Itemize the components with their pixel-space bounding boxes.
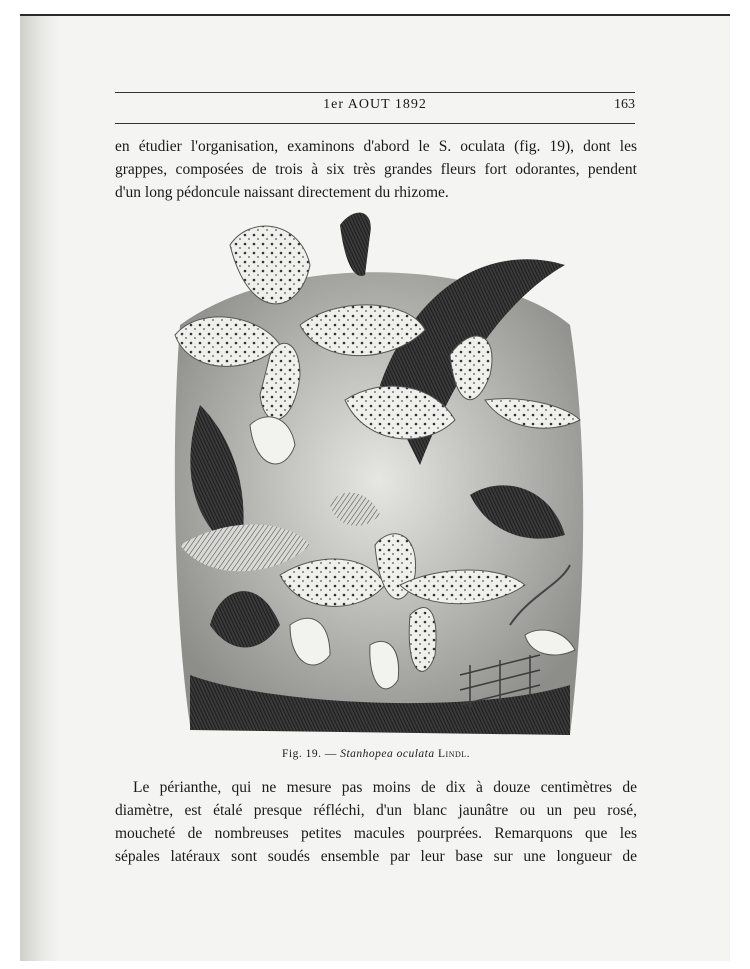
text-line: d'un long pédoncule naissant directement du rhizome. [115, 184, 449, 201]
page-gutter-shadow [20, 16, 60, 961]
paragraph-bottom [115, 776, 637, 868]
figure-caption [115, 748, 637, 760]
caption-prefix: Fig. 19. — [281, 748, 337, 760]
page-number: 163 [614, 97, 635, 112]
text-line: moucheté de nombreuses petites macules pourprées. Remarquons que les [115, 825, 637, 842]
header-date: 1er AOUT 1892 [323, 97, 427, 112]
text-line: grappes, composées de trois à six très grandes fleurs fort odorantes, pendent [115, 161, 637, 178]
caption-species: Stanhopea oculata [340, 748, 435, 760]
orchid-engraving [170, 205, 590, 745]
text-line: Le périanthe, qui ne mesure pas moins de dix à douze centimètres de [133, 779, 637, 796]
paragraph-top [115, 135, 637, 204]
text-line: sépales latéraux sont soudés ensemble par leur base sur une longueur de [115, 848, 637, 865]
running-header [115, 92, 635, 124]
text-line: diamètre, est étalé presque réfléchi, d'un blanc jaunâtre ou un peu rosé, [115, 802, 637, 819]
text-line: en étudier l'organisation, examinons d'abord le S. oculata (fig. 19), dont les [115, 138, 637, 155]
caption-author: Lindl. [438, 748, 471, 760]
